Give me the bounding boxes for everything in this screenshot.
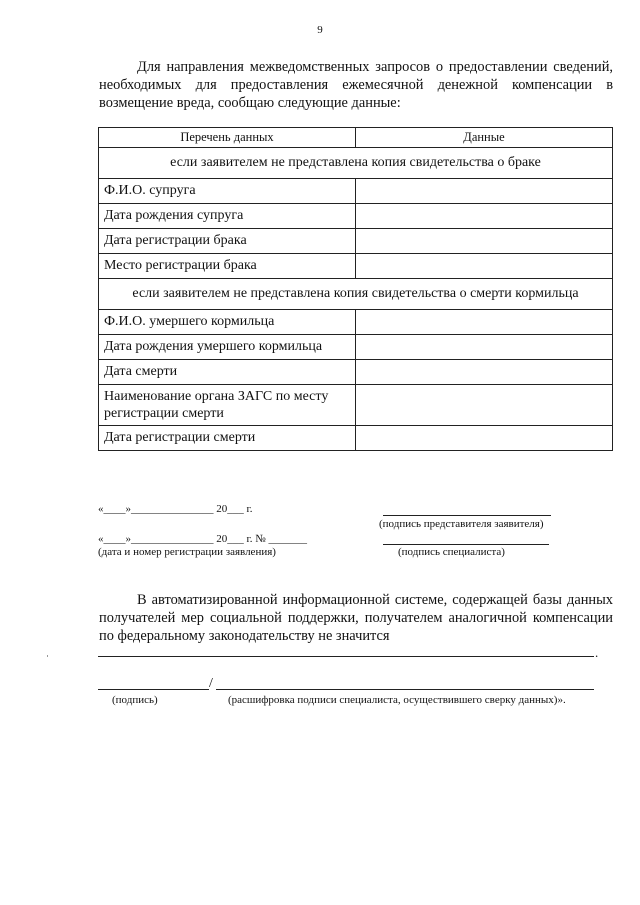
row-value[interactable]: [356, 426, 613, 451]
section-death: если заявителем не представлена копия свидетельства о смерти кормильца: [99, 279, 613, 310]
row-value[interactable]: [356, 204, 613, 229]
row-label: Ф.И.О. супруга: [99, 179, 356, 204]
row-value[interactable]: [356, 254, 613, 279]
row-value[interactable]: [356, 360, 613, 385]
row-label: Дата регистрации смерти: [99, 426, 356, 451]
row-label: Дата регистрации брака: [99, 229, 356, 254]
date-line-1: «____»_______________ 20___ г.: [98, 503, 253, 515]
info-line-end: .: [595, 645, 599, 660]
date-line-2: «____»_______________ 20___ г. № _______: [98, 533, 308, 545]
row-label: Дата рождения супруга: [99, 204, 356, 229]
page-number: 9: [317, 24, 323, 36]
signature-line: [98, 689, 209, 690]
row-label: Дата смерти: [99, 360, 356, 385]
row-value[interactable]: [356, 229, 613, 254]
row-value[interactable]: [356, 385, 613, 426]
table-header-row: [99, 128, 613, 148]
row-label: Наименование органа ЗАГС по месту регистрации смерти: [99, 385, 356, 426]
data-table: [98, 127, 613, 451]
spec-signature-caption: (подпись специалиста): [398, 546, 505, 558]
info-blank-line: [98, 656, 594, 657]
section-row: [99, 148, 613, 179]
margin-mark: [47, 655, 48, 657]
table-row: [99, 426, 613, 451]
row-value[interactable]: [356, 310, 613, 335]
table-row: [99, 254, 613, 279]
spec-signature-line: [383, 544, 549, 545]
table-row: [99, 310, 613, 335]
table-row: [99, 179, 613, 204]
signature-caption: (подпись): [112, 694, 158, 706]
table-row: [99, 360, 613, 385]
row-value[interactable]: [356, 179, 613, 204]
header-data-list: Перечень данных: [99, 128, 356, 148]
table-row: [99, 385, 613, 426]
rep-signature-line: [383, 515, 551, 516]
decode-line: [216, 689, 594, 690]
row-value[interactable]: [356, 335, 613, 360]
section-marriage: если заявителем не представлена копия свидетельства о браке: [99, 148, 613, 179]
rep-signature-caption: (подпись представителя заявителя): [379, 518, 544, 530]
table-row: [99, 204, 613, 229]
table-row: [99, 229, 613, 254]
intro-paragraph: Для направления межведомственных запросов о предоставлении сведений, необходимых для предоставления ежемесячной денежной компенсации в возмещение вреда, сообщаю следующие данные:: [99, 59, 613, 111]
decode-caption: (расшифровка подписи специалиста, осуществившего сверку данных)».: [228, 694, 566, 706]
row-label: Ф.И.О. умершего кормильца: [99, 310, 356, 335]
row-label: Дата рождения умершего кормильца: [99, 335, 356, 360]
slash-separator: /: [209, 676, 213, 691]
header-data: Данные: [356, 128, 613, 148]
table-row: [99, 335, 613, 360]
info-paragraph: В автоматизированной информационной системе, содержащей базы данных получателей мер социальной поддержки, получателем аналогичной компенсации по федеральному законодательству не значится: [99, 592, 613, 644]
section-row: [99, 279, 613, 310]
row-label: Место регистрации брака: [99, 254, 356, 279]
date-caption: (дата и номер регистрации заявления): [98, 546, 276, 558]
